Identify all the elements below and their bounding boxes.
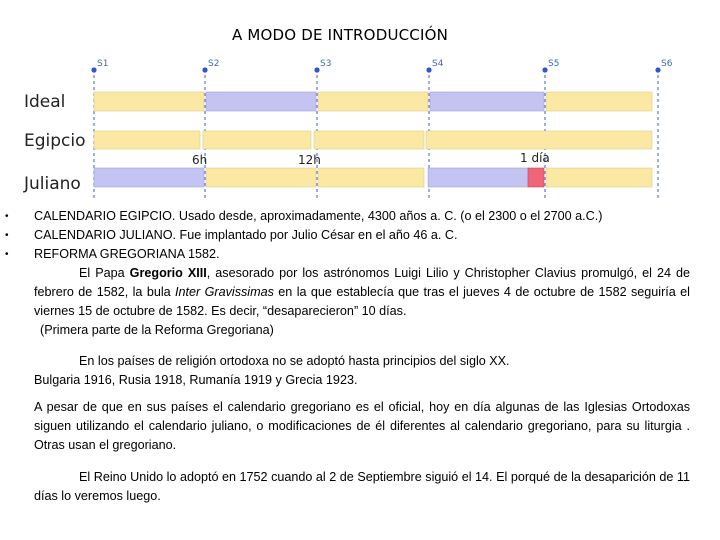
row-label-egipcio: Egipcio xyxy=(24,131,86,151)
ideal-segment-2 xyxy=(206,92,316,111)
juliano-error-day xyxy=(528,168,544,187)
juliano-segment-5 xyxy=(546,168,652,187)
season-markers xyxy=(91,59,672,73)
juliano-bars xyxy=(94,168,652,187)
season-dot-s6 xyxy=(655,67,660,72)
ideal-segment-3 xyxy=(318,92,428,111)
season-label-s4: S4 xyxy=(432,59,444,69)
page-title: A MODO DE INTRODUCCIÓN xyxy=(231,26,449,44)
orthodox-line-2: Bulgaria 1916, Rusia 1918, Rumanía 1919 y Grecia 1923. xyxy=(34,373,358,387)
row-label-juliano: Juliano xyxy=(24,174,81,194)
bullet-icon: • xyxy=(5,230,9,241)
orthodox-paragraph xyxy=(0,352,720,390)
orthodox-line-1: En los países de religión ortodoxa no se adoptó hasta principios del siglo XX. xyxy=(79,354,510,368)
egipcio-segment-3 xyxy=(314,131,424,149)
reform-text-3: en la que establecía que tras el jueves 4 de octubre de 1582 seguiría el viernes 15 de octubre de 1582. Es decir, “desaparecieron” 10 días. xyxy=(34,285,690,318)
label-one-day: 1 día xyxy=(520,151,550,165)
ideal-bars xyxy=(94,92,652,111)
row-label-ideal: Ideal xyxy=(24,92,66,112)
reform-note: (Primera parte de la Reforma Gregoriana) xyxy=(40,323,274,337)
ideal-segment-1 xyxy=(94,92,204,111)
juliano-segment-2 xyxy=(206,168,316,187)
season-dot-s3 xyxy=(314,67,319,72)
calendar-drift-diagram xyxy=(0,55,720,200)
churches-paragraph: A pesar de que en sus países el calendario gregoriano es el oficial, hoy en día algunas de las Iglesias Ortodoxas siguen utilizando el calendario juliano, o modificaciones de él diferentes al calendario gregoriano, para su liturgia . Otras usan el gregoriano. xyxy=(34,400,690,452)
label-six-hours: 6h xyxy=(192,153,208,167)
reform-paragraph xyxy=(0,264,720,321)
bullet-list xyxy=(0,207,720,264)
season-label-s2: S2 xyxy=(208,59,220,69)
bullet-text-juliano: CALENDARIO JULIANO. Fue implantado por Julio César en el año 46 a. C. xyxy=(34,228,458,242)
bullet-icon: • xyxy=(5,211,9,222)
bullet-icon: • xyxy=(5,249,9,260)
bullet-item xyxy=(0,207,720,226)
egipcio-segment-2 xyxy=(203,131,311,149)
uk-paragraph: El Reino Unido lo adoptó en 1752 cuando al 2 de Septiembre siguió el 14. El porqué de la desaparición de 11 días lo veremos luego. xyxy=(34,469,690,503)
ideal-segment-4 xyxy=(430,92,544,111)
bullet-text-egipcio: CALENDARIO EGIPCIO. Usado desde, aproximadamente, 4300 años a. C. (o el 2300 o el 2700 a.C.) xyxy=(34,209,603,223)
bull-name: Inter Gravissimas xyxy=(175,285,274,299)
season-label-s6: S6 xyxy=(661,59,673,69)
season-label-s3: S3 xyxy=(320,59,332,69)
bullet-text-reforma: REFORMA GREGORIANA 1582. xyxy=(34,247,220,261)
season-label-s5: S5 xyxy=(548,59,560,69)
season-dot-s1 xyxy=(91,67,96,72)
season-dot-s4 xyxy=(426,67,431,72)
body-text xyxy=(0,207,720,518)
egipcio-bars xyxy=(94,131,652,149)
juliano-segment-1 xyxy=(94,168,204,187)
bullet-item xyxy=(0,226,720,245)
egipcio-segment-4 xyxy=(426,131,652,149)
label-twelve-hours: 12h xyxy=(298,153,321,167)
pope-name: Gregorio XIII xyxy=(129,266,207,280)
season-dot-s2 xyxy=(202,67,207,72)
juliano-segment-3 xyxy=(318,168,424,187)
juliano-segment-4 xyxy=(428,168,528,187)
egipcio-segment-1 xyxy=(94,131,200,149)
reform-text-1: El Papa xyxy=(79,266,130,280)
ideal-segment-5 xyxy=(546,92,652,111)
season-dot-s5 xyxy=(542,67,547,72)
reform-text-2: , asesorado por los astrónomos Luigi Lilio y Christopher Clavius promulgó, el 24 de febrero de 1582, la bula xyxy=(34,266,691,299)
season-label-s1: S1 xyxy=(97,59,109,69)
bullet-item xyxy=(0,245,720,264)
